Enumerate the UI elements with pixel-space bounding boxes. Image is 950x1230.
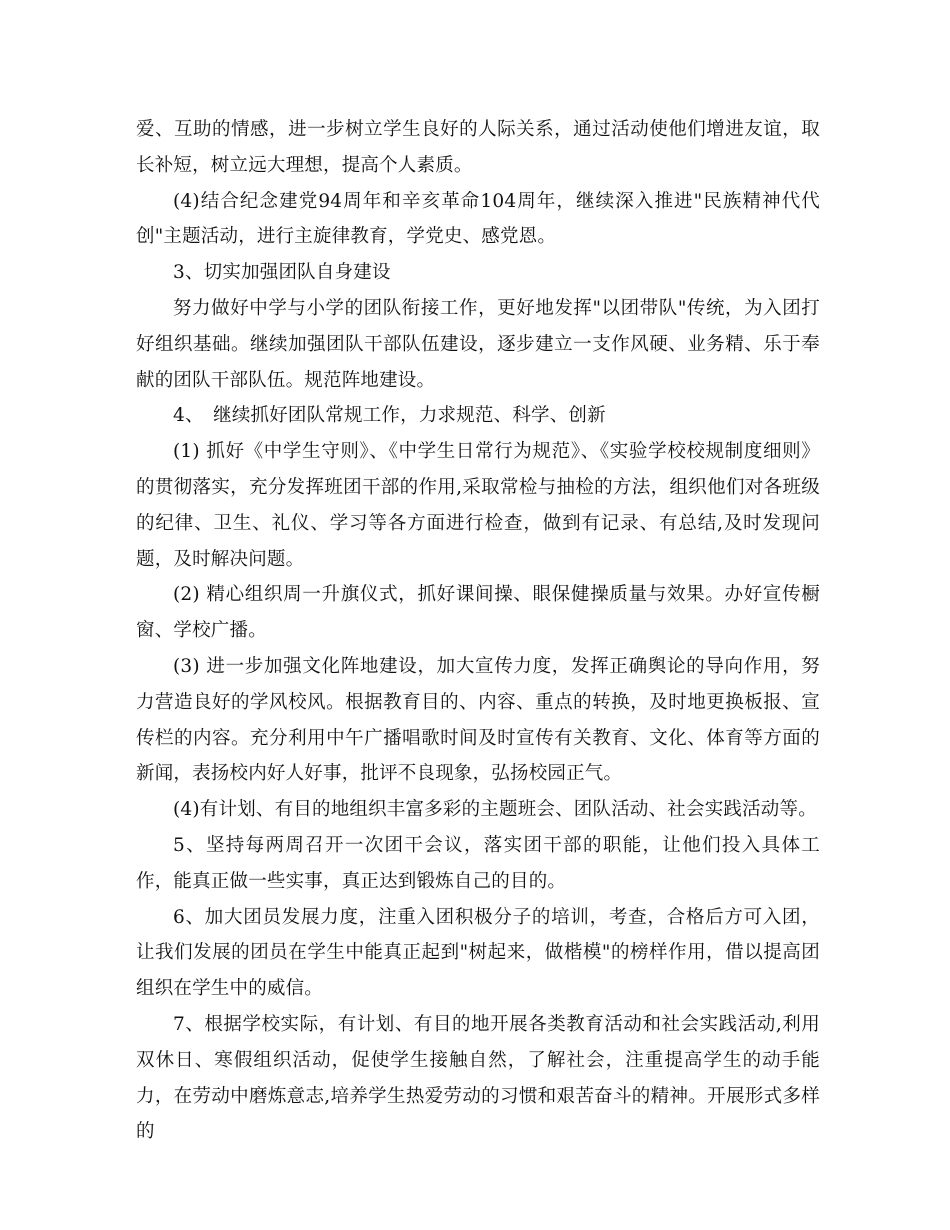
paragraph-7: (2) 精心组织周一升旗仪式，抓好课间操、眼保健操质量与效果。办好宣传橱窗、学校广播。 — [136, 584, 820, 642]
paragraph-1: 爱、互助的情感，进一步树立学生良好的人际关系，通过活动使他们增进友谊，取长补短，树立远大理想，提高个人素质。 — [136, 119, 820, 176]
paragraph-4: 努力做好中学与小学的团队衔接工作，更好地发挥"以团带队"传统，为入团打好组织基础。继续加强团队干部队伍建设，逐步建立一支作风硬、业务精、乐于奉献的团队干部队伍。规范阵地建设。 — [136, 297, 820, 391]
paragraph-8: (3) 进一步加强文化阵地建设，加大宣传力度，发挥正确舆论的导向作用，努力营造良好的学风校风。根据教育目的、内容、重点的转换，及时地更换板报、宣传栏的内容。充分利用中午广播唱歌时间及时宣传有关教育、文化、体育等方面的新闻，表扬校内好人好事，批评不良现象，弘扬校园正气。 — [136, 655, 820, 785]
paragraph-6: (1) 抓好《中学生守则》、《中学生日常行为规范》、《实验学校校规制度细则》的贯彻落实，充分发挥班团干部的作用,采取常检与抽检的方法，组织他们对各班级的纪律、卫生、礼仪、学习等各方面进行检查，做到有记录、有总结,及时发现问题，及时解决问题。 — [136, 441, 820, 570]
paragraph-10: 5、坚持每两周召开一次团干会议，落实团干部的职能，让他们投入具体工作，能真正做一些实事，真正达到锻炼自己的目的。 — [136, 834, 820, 892]
paragraph-9: (4)有计划、有目的地组织丰富多彩的主题班会、团队活动、社会实践活动等。 — [173, 799, 817, 821]
document-body — [136, 112, 820, 1150]
paragraph-12: 7、根据学校实际，有计划、有目的地开展各类教育活动和社会实践活动,利用双休日、寒假组织活动，促使学生接触自然，了解社会，注重提高学生的动手能力，在劳动中磨炼意志,培养学生热爱劳动的习惯和艰苦奋斗的精神。开展形式多样的 — [136, 1013, 820, 1143]
paragraph-11: 6、加大团员发展力度，注重入团积极分子的培训，考查，合格后方可入团，让我们发展的团员在学生中能真正起到"树起来，做楷模"的榜样作用，借以提高团组织在学生中的威信。 — [136, 906, 820, 1000]
section-heading-4: 4、 继续抓好团队常规工作，力求规范、科学、创新 — [173, 405, 606, 427]
section-heading-3: 3、切实加强团队自身建设 — [173, 262, 391, 284]
paragraph-2: (4)结合纪念建党94周年和辛亥革命104周年，继续深入推进"民族精神代代创"主题活动，进行主旋律教育，学党史、感党恩。 — [136, 190, 820, 248]
